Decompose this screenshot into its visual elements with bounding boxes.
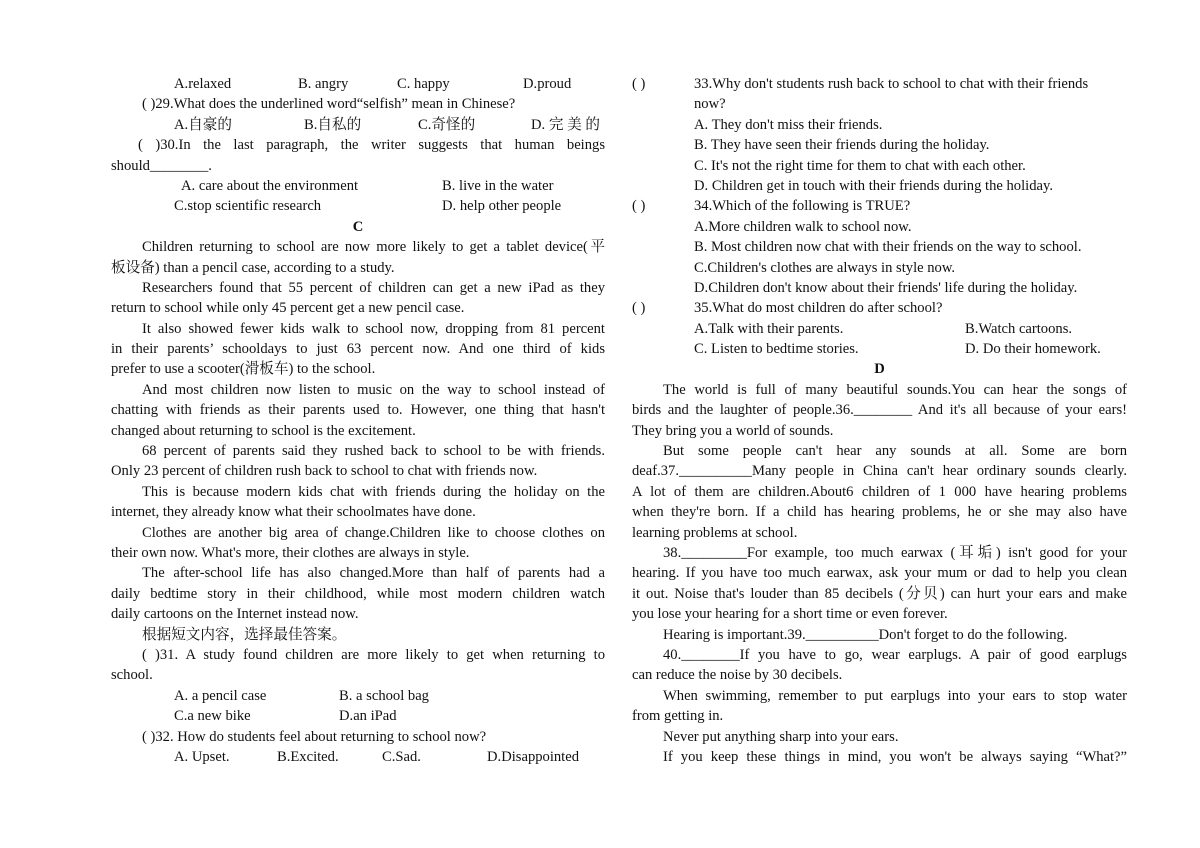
passage-c-line: 68 percent of parents said they rushed back to school to be with friends. (142, 443, 605, 460)
passage-c-line: The after-school life has also changed.More than half of parents had a (142, 565, 605, 582)
q31-option-b: B. a school bag (339, 687, 429, 704)
q29-options (111, 115, 605, 135)
q31-option-a: A. a pencil case (174, 687, 267, 704)
q28-option-a: A.relaxed (174, 76, 232, 92)
passage-c-line: internet, they already know what their schoolmates have done. (111, 504, 476, 521)
q30-stem-line1: ( )30.In the last paragraph, the writer suggests that human beings (138, 137, 605, 154)
passage-c-line: in their parents’ schooldays to just 63 percent now. And one third of kids (111, 341, 605, 358)
passage-d-line: can reduce the noise by 30 decibels. (632, 667, 843, 684)
q29-answer-blank: ( ) (142, 96, 156, 113)
q33-answer-blank: ( ) (632, 76, 646, 92)
q28-options (111, 74, 605, 94)
q35-answer-blank: ( ) (632, 300, 646, 317)
q30-options-row2 (111, 196, 605, 216)
q30-option-c: C.stop scientific research (174, 198, 322, 215)
q30-option-b: B. live in the water (442, 177, 554, 194)
passage-c-line: prefer to use a scooter(滑板车) to the school. (111, 361, 376, 378)
q30-option-a: A. care about the environment (181, 177, 359, 194)
q32-option-b: B.Excited. (277, 748, 339, 765)
passage-d (632, 380, 1127, 767)
q34-option-b: B. Most children now chat with their friends on the way to school. (694, 239, 1082, 256)
passage-c-line: 根据短文内容，选择最佳答案。 (142, 626, 347, 643)
passage-c-line: changed about returning to school is the excitement. (111, 422, 416, 439)
q33-option-d: D. Children get in touch with their friends during the holiday. (694, 177, 1053, 194)
q34-option-a: A.More children walk to school now. (694, 218, 912, 235)
q30-options-row1 (111, 176, 605, 196)
q35-stem (632, 298, 1127, 318)
passage-c-line: It also showed fewer kids walk to school now, dropping from 81 percent (142, 320, 605, 337)
q35-options-row2 (632, 339, 1127, 359)
q28-option-b: B. angry (298, 76, 349, 92)
passage-c-line: And most children now listen to music on the way to school instead of (142, 381, 605, 398)
q31-stem-line1: ( )31. A study found children are more likely to get when returning to (142, 646, 605, 663)
passage-c-line: daily cartoons on the Internet instead now. (111, 606, 359, 623)
passage-c-line: chatting with friends as their parents used to. However, one thing that hasn't (111, 402, 605, 419)
right-column (632, 74, 1127, 767)
q33-option-a: A. They don't miss their friends. (694, 116, 883, 133)
q28-option-d: D.proud (523, 76, 572, 92)
passage-c-line: return to school while only 45 percent get a new pencil case. (111, 300, 465, 317)
passage-d-line: Hearing is important.39.__________Don't forget to do the following. (663, 626, 1068, 643)
q33-text: 33.Why don't students rush back to school to chat with their friends (694, 76, 1089, 92)
passage-c-line: daily bedtime story in their childhood, while most modern children watch (111, 585, 605, 602)
q32-option-d: D.Disappointed (487, 748, 580, 765)
passage-c-line: Only 23 percent of children rush back to school to chat with friends now. (111, 463, 538, 480)
q33-stem-cont: now? (694, 96, 726, 113)
q31-stem-line2: school. (111, 667, 153, 684)
left-column (111, 74, 605, 767)
q30-stem-line2: should________. (111, 157, 212, 174)
q35-option-d: D. Do their homework. (965, 341, 1101, 358)
passage-d-line: it out. Noise that's louder than 85 decibels (分贝) can hurt your ears and make (632, 585, 1127, 602)
passage-c-line: their own now. What's more, their clothes are always in style. (111, 544, 470, 561)
q31-options-row2 (111, 706, 605, 726)
passage-d-line: hearing. If you have too much earwax, ask your mum or dad to help you clean (632, 565, 1127, 582)
q35-option-a: A.Talk with their parents. (694, 320, 844, 337)
q34-answer-blank: ( ) (632, 198, 646, 215)
q34-option-d: D.Children don't know about their friends' life during the holiday. (694, 279, 1078, 296)
q35-text: 35.What do most children do after school? (694, 300, 943, 317)
q34-text: 34.Which of the following is TRUE? (694, 198, 911, 215)
q29-option-c: C.奇怪的 (418, 116, 476, 133)
passage-d-line: from getting in. (632, 708, 724, 725)
passage-d-line: When swimming, remember to put earplugs into your ears to stop water (663, 687, 1127, 704)
passage-d-line: birds and the laughter of people.36.________ And it's all because of your ears! (632, 402, 1127, 419)
q30-option-d: D. help other people (442, 198, 562, 215)
q29-option-a: A.自豪的 (174, 116, 232, 133)
q31-options-row1 (111, 686, 605, 706)
passage-d-line: when they're born. If a child has hearing problems, he or she may also have (632, 504, 1127, 521)
q28-option-c: C. happy (397, 76, 450, 92)
q33-option-b: B. They have seen their friends during the holiday. (694, 137, 990, 154)
passage-c-line: Clothes are another big area of change.Children like to choose clothes on (142, 524, 605, 541)
q29-stem (111, 94, 605, 114)
q34-stem (632, 196, 1127, 216)
q35-options-row1 (632, 319, 1127, 339)
q33-stem (632, 74, 1127, 94)
section-c-heading: C (352, 218, 364, 235)
section-d-heading: D (874, 361, 885, 378)
passage-c-line: 板设备) than a pencil case, according to a study. (111, 259, 395, 276)
passage-c (111, 237, 605, 645)
passage-d-line: But some people can't hear any sounds at all. Some are born (663, 443, 1127, 460)
q35-option-c: C. Listen to bedtime stories. (694, 341, 859, 358)
q32-options (111, 747, 605, 767)
passage-c-line: Researchers found that 55 percent of children can get a new iPad as they (142, 279, 605, 296)
passage-d-line: A lot of them are children.About6 children of 1 000 have hearing problems (632, 483, 1127, 500)
q31-option-d: D.an iPad (339, 708, 397, 725)
passage-c-line: Children returning to school are now more likely to get a tablet device(平 (142, 239, 605, 256)
passage-c-line: This is because modern kids chat with friends during the holiday on the (142, 483, 605, 500)
passage-d-line: 40.________If you have to go, wear earplugs. A pair of good earplugs (663, 646, 1127, 663)
q33-option-c: C. It's not the right time for them to chat with each other. (694, 157, 1026, 174)
q29-option-d: D. 完 美 的 (531, 116, 600, 133)
passage-d-line: If you keep these things in mind, you won't be always saying “What?” (663, 748, 1127, 765)
q34-option-c: C.Children's clothes are always in style now. (694, 259, 956, 276)
q32-stem: ( )32. How do students feel about returning to school now? (142, 728, 487, 745)
passage-d-line: They bring you a world of sounds. (632, 422, 834, 439)
q32-option-a: A. Upset. (174, 748, 230, 765)
passage-d-line: learning problems at school. (632, 524, 798, 541)
passage-d-line: Never put anything sharp into your ears. (663, 728, 899, 745)
q31-option-c: C.a new bike (174, 708, 251, 725)
passage-d-line: deaf.37.__________Many people in China can't hear ordinary sounds clearly. (632, 463, 1127, 480)
q29-text: 29.What does the underlined word“selfish” mean in Chinese? (155, 96, 516, 113)
passage-d-line: you lose your hearing for a short time or even forever. (632, 606, 948, 623)
q32-option-c: C.Sad. (382, 748, 421, 765)
q35-option-b: B.Watch cartoons. (965, 320, 1073, 337)
q29-option-b: B.自私的 (304, 116, 362, 133)
passage-d-line: The world is full of many beautiful sounds.You can hear the songs of (663, 381, 1127, 398)
passage-d-line: 38._________For example, too much earwax (耳垢) isn't good for your (663, 544, 1127, 561)
